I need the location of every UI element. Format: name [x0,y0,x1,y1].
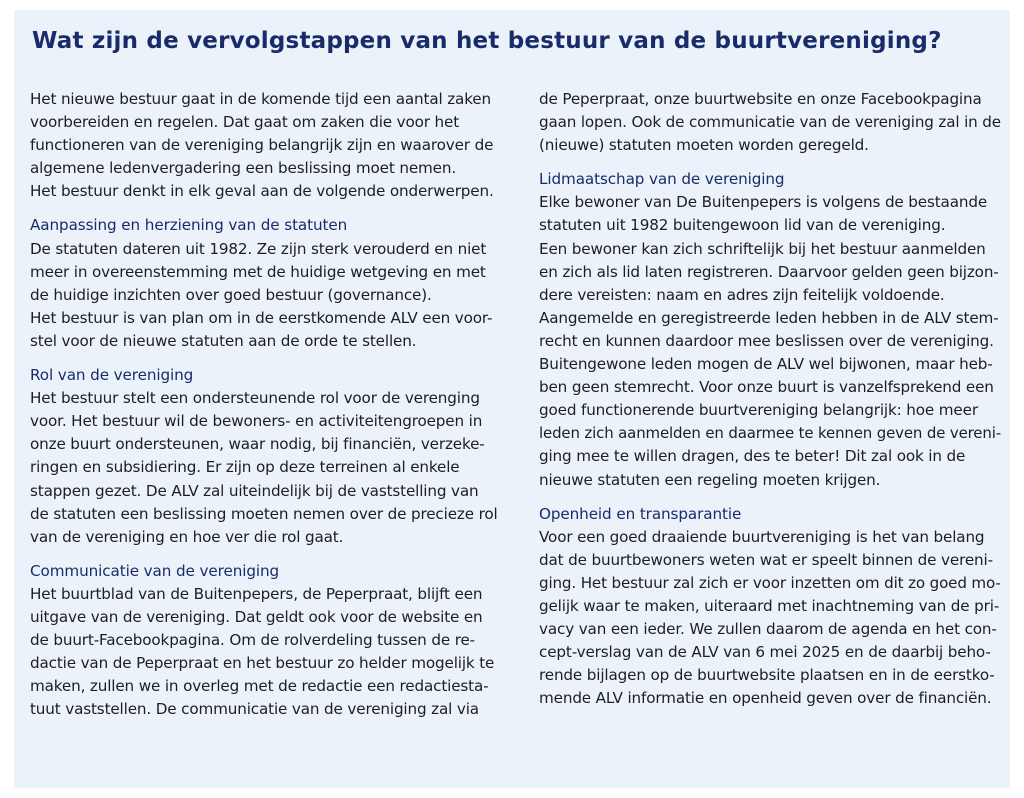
article-section [30,214,508,353]
text-line: voor. Het bestuur wil de bewoners- en activiteitengroepen in [30,412,483,431]
text-line: Het bestuur denkt in elk geval aan de volgende onderwerpen. [30,182,494,201]
article-title: Wat zijn de vervolgstappen van het bestuur van de buurtvereniging? [32,28,942,54]
text-line: en zich als lid laten registreren. Daarvoor gelden geen bijzon- [539,262,999,281]
text-line: meer in overeenstemming met de huidige wetgeving en met [30,262,486,281]
text-line: tuut vaststellen. De communicatie van de vereniging zal via [30,700,479,719]
text-line: stappen gezet. De ALV zal uiteindelijk bij de vaststelling van [30,481,479,500]
text-line: De statuten dateren uit 1982. Ze zijn sterk verouderd en niet [30,239,487,258]
text-line: Een bewoner kan zich schriftelijk bij het bestuur aanmelden [539,239,986,258]
text-line: algemene ledenvergadering een beslissing moet nemen. [30,159,457,178]
text-line: ringen en subsidiering. Er zijn op deze terreinen al enkele [30,458,460,477]
text-line: dactie van de Peperpraat en het bestuur zo helder mogelijk te [30,654,495,673]
section-gap [539,157,1001,168]
text-line: Buitengewone leden mogen de ALV wel bijwonen, maar heb- [539,355,993,374]
section-paragraph [30,238,508,353]
text-line: dere vereisten: naam en adres zijn feitelijk voldoende. [539,285,945,304]
text-line: de huidige inzichten over goed bestuur (governance). [30,285,432,304]
text-line: de buurt-Facebookpagina. Om de rolverdeling tussen de re- [30,631,475,650]
article-section [539,88,1001,157]
section-gap [30,203,508,214]
section-gap [30,353,508,364]
text-line: uitgave van de vereniging. Dat geldt ook voor de website en [30,607,483,626]
text-line: ben geen stemrecht. Voor onze buurt is vanzelfsprekend een [539,378,994,397]
text-line: Het buurtblad van de Buitenpepers, de Peperpraat, blijft een [30,584,483,603]
text-line: functioneren van de vereniging belangrijk zijn en waarover de [30,136,494,155]
text-line: van de vereniging en hoe ver die rol gaat. [30,527,344,546]
text-line: voorbereiden en regelen. Dat gaat om zaken die voor het [30,113,460,132]
right-column [539,88,1001,710]
text-line: stel voor de nieuwe statuten aan de orde te stellen. [30,331,417,350]
text-line: goed functionerende buurtvereniging belangrijk: hoe meer [539,401,978,420]
text-line: rende bijlagen op de buurtwebsite plaatsen en in de eerstko- [539,666,995,685]
text-line: Het nieuwe bestuur gaat in de komende tijd een aantal zaken [30,90,491,108]
section-heading: Rol van de vereniging [30,366,194,385]
text-line: recht en kunnen daardoor mee beslissen over de vereniging. [539,331,994,350]
text-line: vacy van een ieder. We zullen daarom de agenda en het con- [539,620,997,639]
text-line: de statuten een beslissing moeten nemen over de precieze rol [30,504,498,523]
text-line: nieuwe statuten een regeling moeten krijgen. [539,470,881,489]
section-heading: Lidmaatschap van de vereniging [539,170,785,189]
article-section [539,168,1001,491]
text-line: de Peperpraat, onze buurtwebsite en onze Facebookpagina [539,90,982,108]
section-paragraph [30,88,508,203]
text-line: dat de buurtbewoners weten wat er speelt binnen de vereni- [539,550,993,569]
section-paragraph [539,88,1001,157]
text-line: Het bestuur stelt een ondersteunende rol voor de verenging [30,389,480,408]
section-paragraph [539,526,1001,711]
text-line: ging mee te willen dragen, des te beter! Dit zal ook in de [539,447,966,466]
text-line: Voor een goed draaiende buurtvereniging is het van belang [539,527,985,546]
text-line: Aangemelde en geregistreerde leden hebben in de ALV stem- [539,308,999,327]
text-line: maken, zullen we in overleg met de redactie een redactiesta- [30,677,489,696]
section-heading: Communicatie van de vereniging [30,561,280,580]
section-paragraph [539,191,1001,491]
section-paragraph [30,387,508,549]
text-line: (nieuwe) statuten moeten worden geregeld. [539,136,869,155]
text-line: leden zich aanmelden en daarmee te kennen geven de vereni- [539,424,1001,443]
article-panel [14,10,1010,788]
section-gap [30,549,508,560]
article-section [30,560,508,722]
text-line: Elke bewoner van De Buitenpepers is volgens de bestaande [539,193,988,212]
text-line: mende ALV informatie en openheid geven over de financiën. [539,689,992,708]
text-line: statuten uit 1982 buitengewoon lid van de vereniging. [539,216,946,235]
text-line: onze buurt ondersteunen, waar nodig, bij financiën, verzeke- [30,435,485,454]
article-section [539,503,1001,711]
text-line: Het bestuur is van plan om in de eerstkomende ALV een voor- [30,308,493,327]
section-heading: Aanpassing en herziening van de statuten [30,216,348,235]
text-line: gaan lopen. Ook de communicatie van de vereniging zal in de [539,113,1001,132]
text-line: gelijk waar te maken, uiteraard met inachtneming van de pri- [539,596,1000,615]
text-line: cept-verslag van de ALV van 6 mei 2025 en de daarbij beho- [539,643,991,662]
text-line: ging. Het bestuur zal zich er voor inzetten om dit zo goed mo- [539,573,1001,592]
article-section [30,364,508,549]
section-paragraph [30,583,508,722]
left-column [30,88,508,721]
section-heading: Openheid en transparantie [539,504,742,523]
section-gap [539,492,1001,503]
article-section [30,88,508,203]
